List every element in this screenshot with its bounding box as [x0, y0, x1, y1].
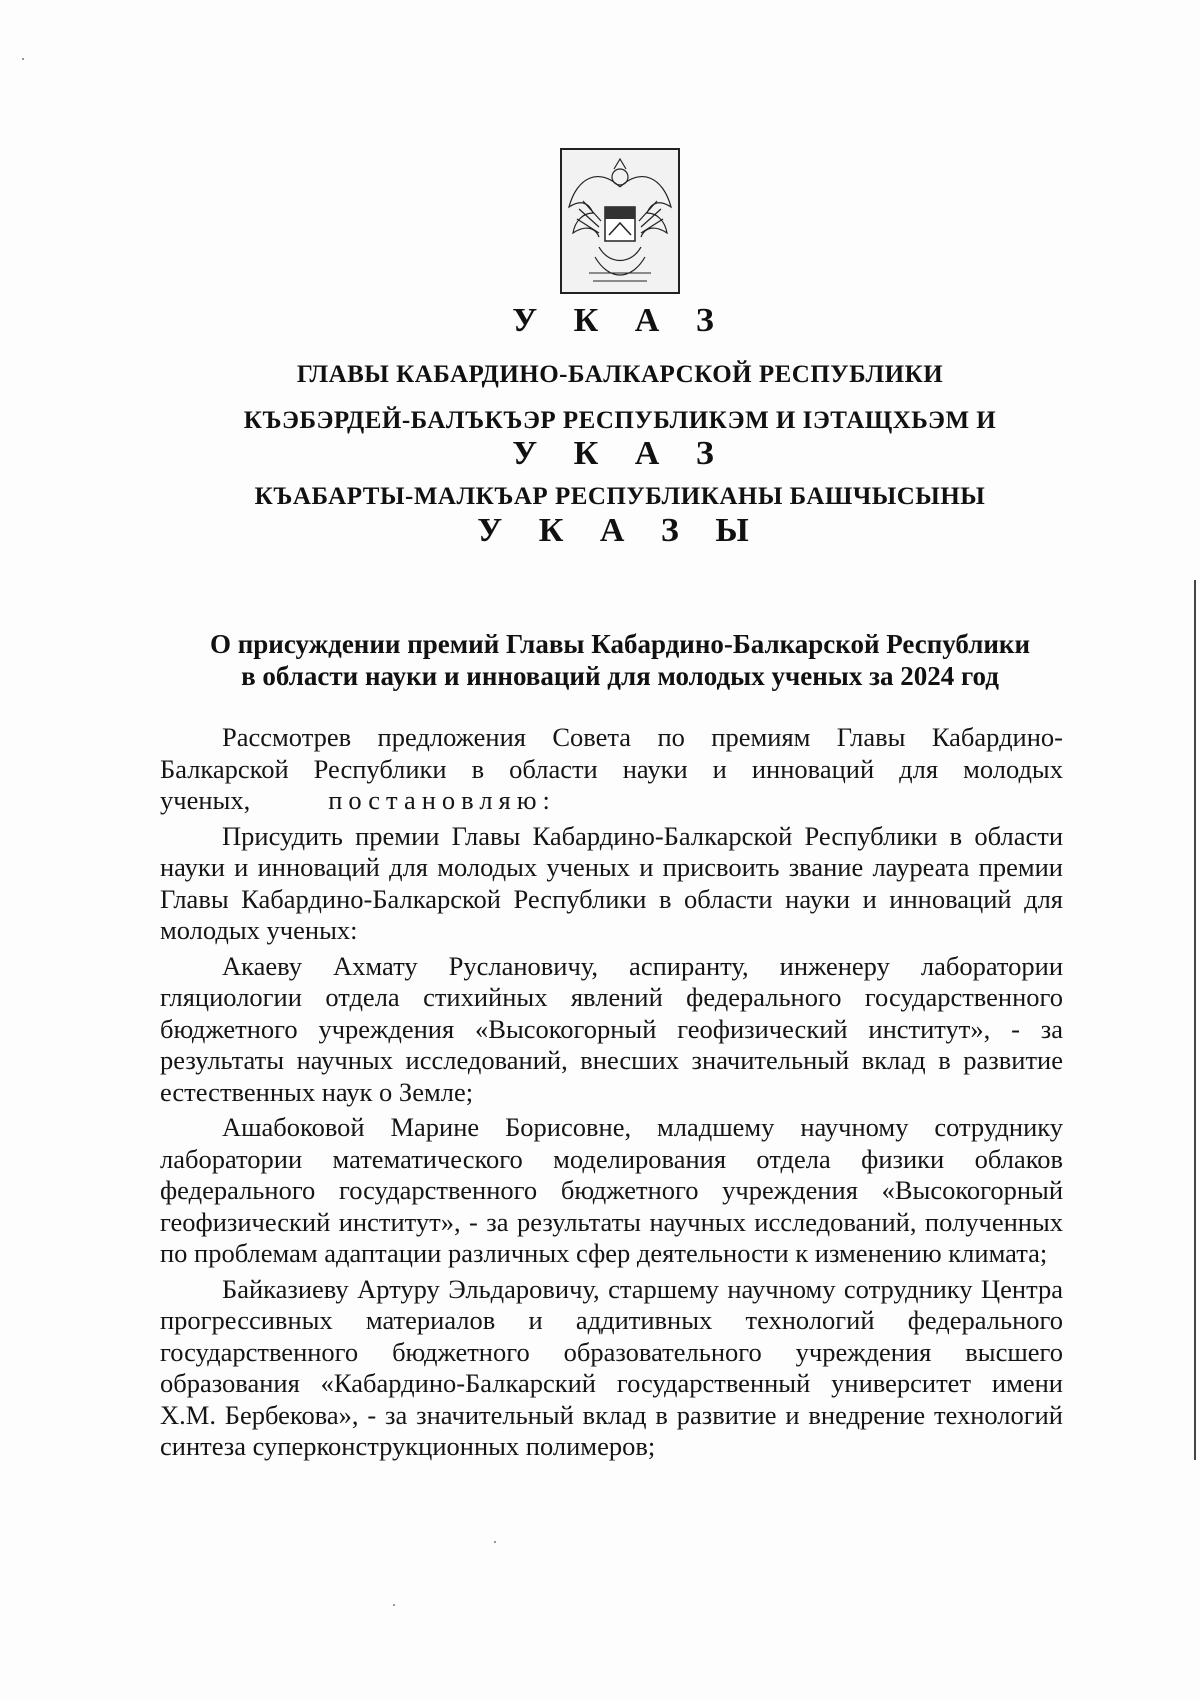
decree-title-line-2: в области науки и инноваций для молодых ученых за 2024 год: [241, 661, 999, 691]
issuer-line-kbd: КЪЭБЭРДЕЙ-БАЛЪКЪЭР РЕСПУБЛИКЭМ И ІЭТАЩХЬЭМ И: [243, 407, 997, 434]
decree-title-line-1: О присуждении премий Главы Кабардино-Балкарской Республики: [209, 629, 1031, 659]
decree-title: [160, 628, 1080, 692]
decree-label-kbd: У К А З: [512, 435, 728, 472]
scan-edge-line: [1194, 580, 1196, 1460]
decree-verb: постановляю:: [328, 785, 556, 815]
preamble-text: Рассмотрев предложения Совета по премиям Главы Кабардино-Балкарской Республики в области науки и инноваций для молодых ученых,: [160, 722, 1063, 815]
scan-speck: [494, 1541, 496, 1543]
scan-speck: [22, 58, 24, 60]
decree-body: [160, 722, 1063, 1463]
preamble-paragraph: [160, 722, 1063, 817]
laureate-paragraph-2: Ашабоковой Марине Борисовне, младшему научному сотруднику лаборатории математического моделирования отдела физики облаков федерального государственного бюджетного учреждения «Высокогорный геофизический институт», - за результаты научных исследований, полученных по проблемам адаптации различных сфер деятельности к изменению климата;: [160, 1112, 1063, 1268]
issuer-line-ru: ГЛАВЫ КАБАРДИНО-БАЛКАРСКОЙ РЕСПУБЛИКИ: [296, 361, 944, 388]
laureate-paragraph-1: Акаеву Ахмату Руслановичу, аспиранту, инженеру лаборатории гляциологии отдела стихийных явлений федерального государственного бюджетного учреждения «Высокогорный геофизический институт», - за результаты научных исследований, внесших значительный вклад в развитие естественных наук о Земле;: [160, 950, 1063, 1107]
award-paragraph: Присудить премии Главы Кабардино-Балкарской Республики в области науки и инноваций для молодых ученых и присвоить звание лауреата премии Главы Кабардино-Балкарской Республики в области науки и инноваций для молодых ученых:: [160, 820, 1063, 945]
scan-speck: [393, 1604, 395, 1606]
coat-of-arms-emblem: [559, 147, 681, 295]
laureate-paragraph-3: Байказиеву Артуру Эльдаровичу, старшему научному сотруднику Центра прогрессивных материалов и аддитивных технологий федерального государственного бюджетного образовательного учреждения высшего образования «Кабардино-Балкарский государственный университет имени Х.М. Бербекова», - за значительный вклад в развитие и внедрение технологий синтеза суперконструкционных полимеров;: [160, 1273, 1063, 1461]
decree-label-krc: У К А З Ы: [477, 512, 763, 549]
issuer-line-krc: КЪАБАРТЫ-МАЛКЪАР РЕСПУБЛИКАНЫ БАШЧЫСЫНЫ: [254, 483, 986, 510]
decree-label-ru: У К А З: [512, 302, 728, 339]
